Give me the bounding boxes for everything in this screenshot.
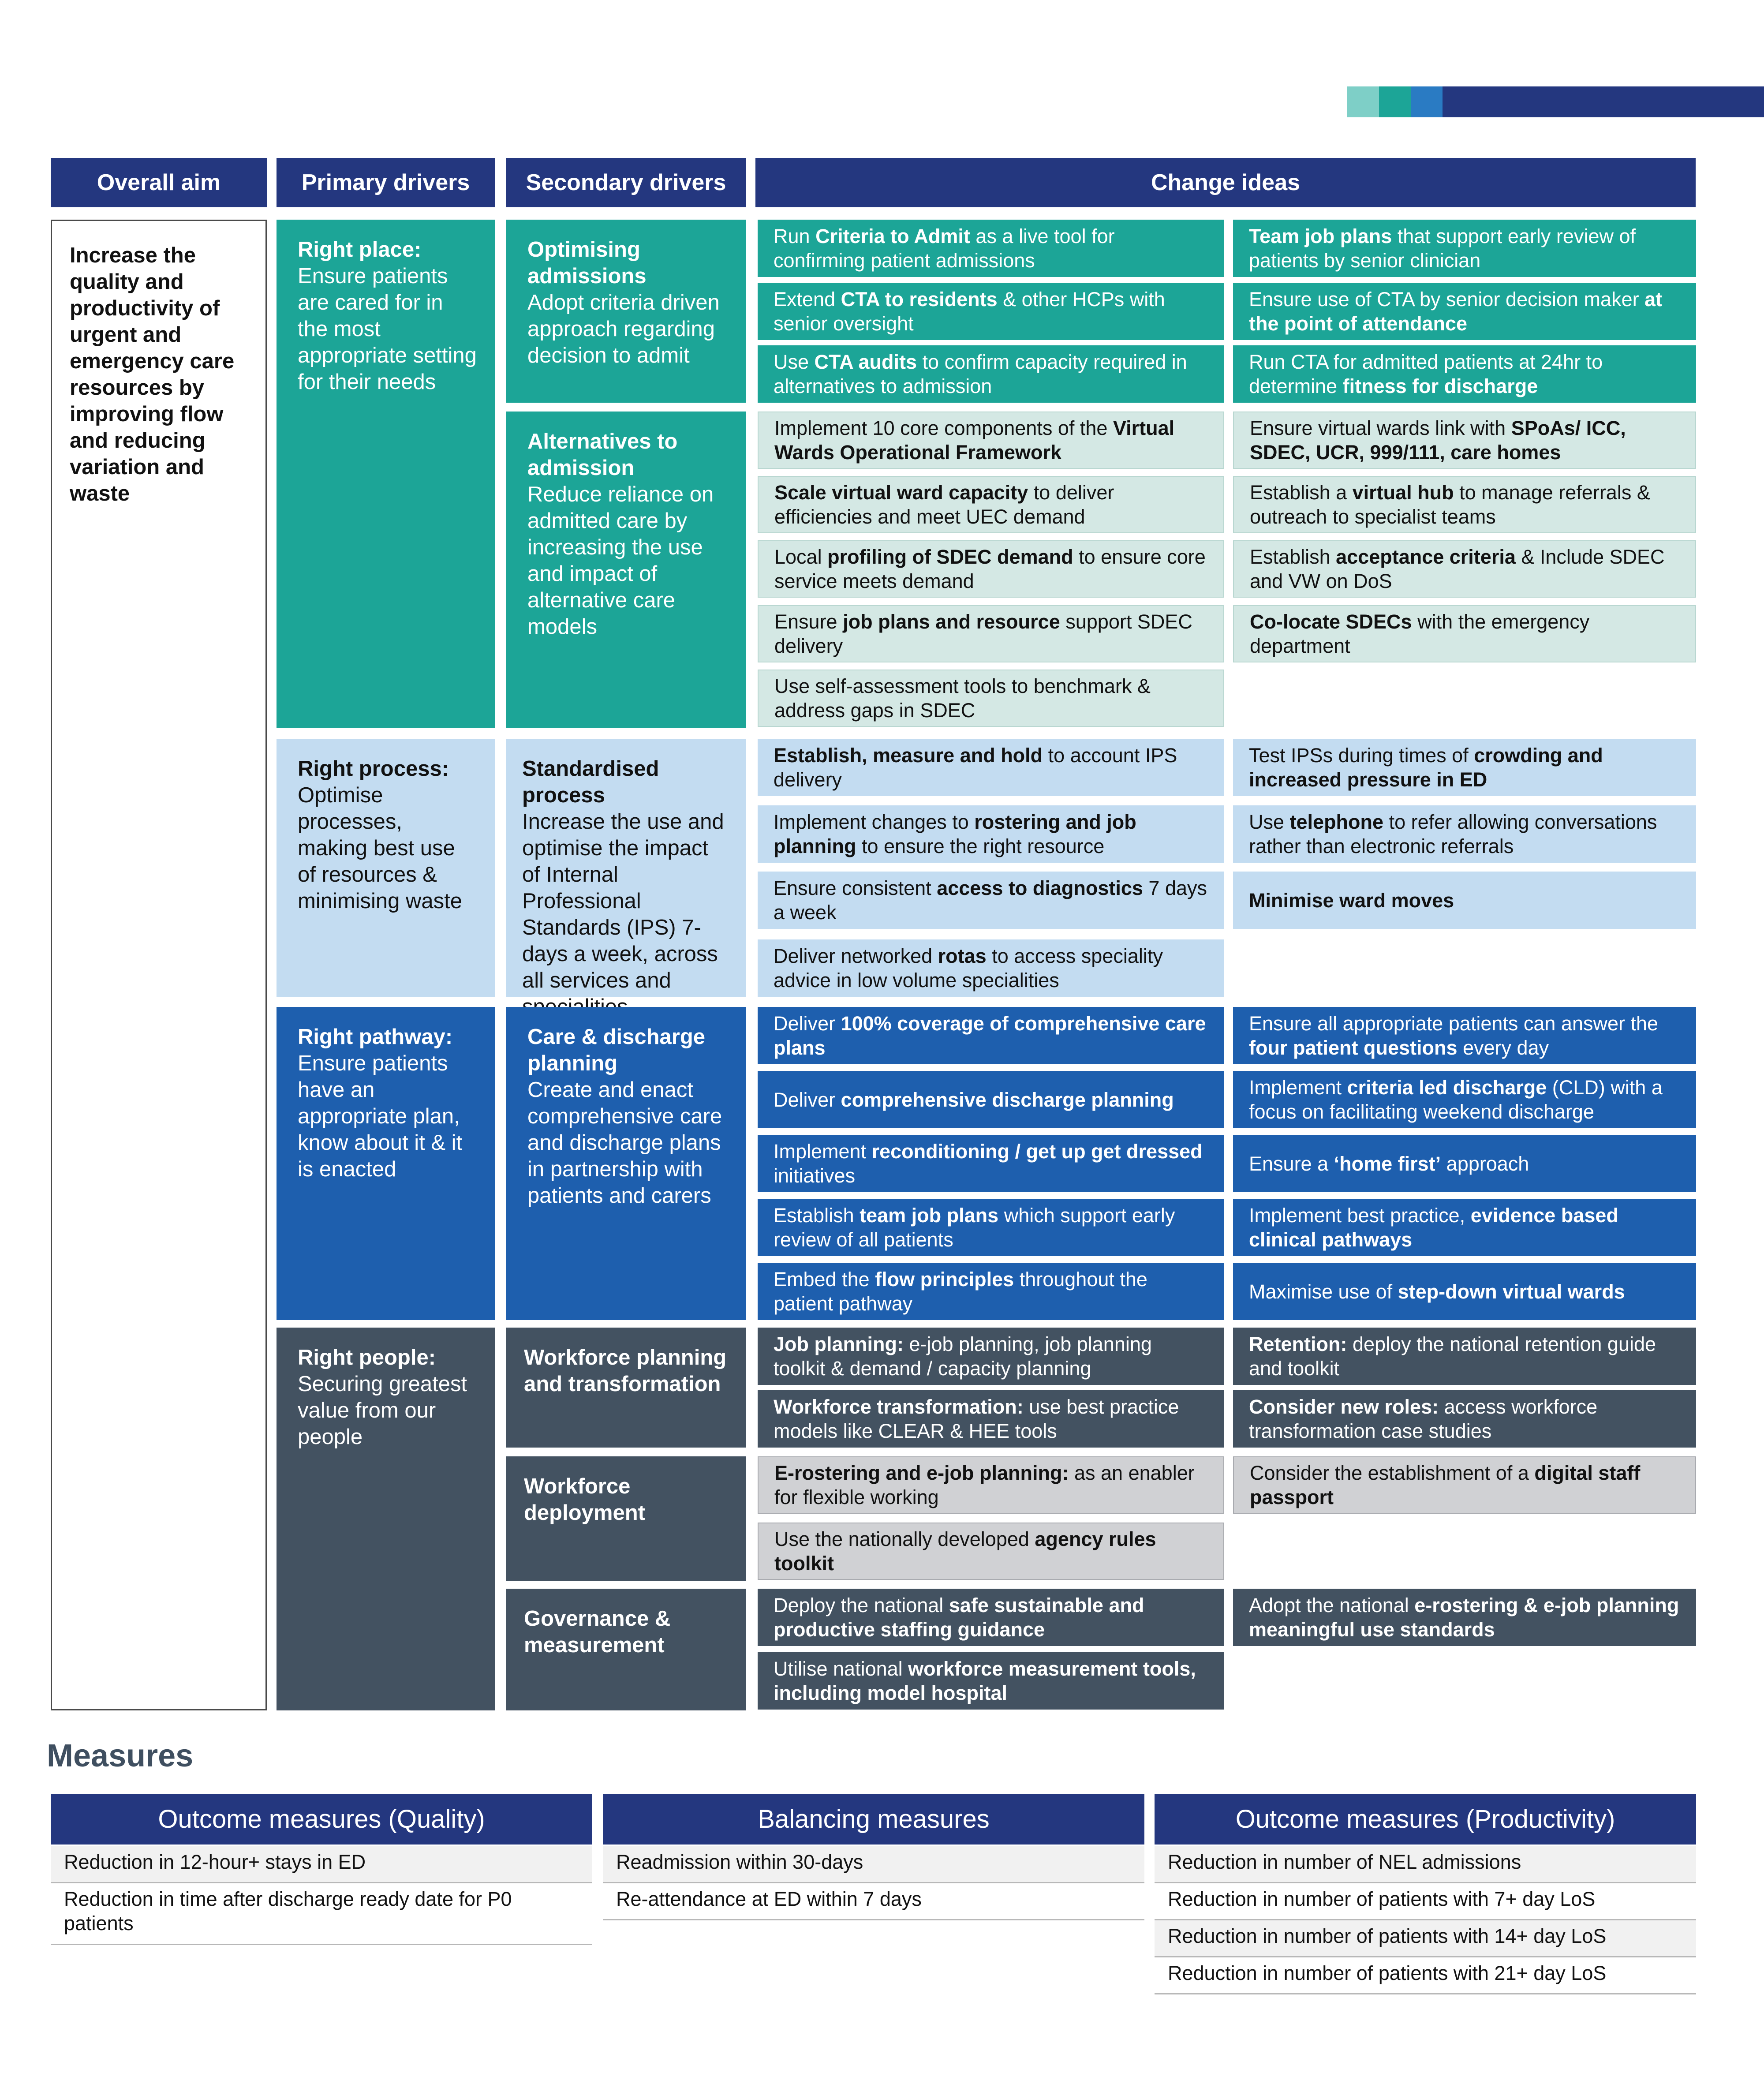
measure-item: Re-attendance at ED within 7 days bbox=[603, 1883, 1144, 1920]
header-primary-drivers: Primary drivers bbox=[277, 158, 495, 207]
measures-quality-header: Outcome measures (Quality) bbox=[51, 1794, 592, 1845]
measures-productivity-header: Outcome measures (Productivity) bbox=[1155, 1794, 1696, 1845]
change-idea: Ensure a ‘home first’ approach bbox=[1233, 1135, 1696, 1192]
change-idea: Implement changes to rostering and job planning to ensure the right resource bbox=[758, 805, 1224, 863]
measures-title: Measures bbox=[47, 1738, 194, 1773]
change-idea: Ensure job plans and resource support SDEC delivery bbox=[758, 605, 1224, 662]
secondary-driver-title: Governance & measurement bbox=[524, 1607, 671, 1657]
header-band-segment-2 bbox=[1379, 86, 1411, 117]
change-idea: Deploy the national safe sustainable and productive staffing guidance bbox=[758, 1589, 1224, 1646]
primary-driver-title: Right place: bbox=[298, 238, 422, 262]
secondary-driver-body: Create and enact comprehensive care and discharge plans in partnership with patients and carers bbox=[527, 1078, 722, 1208]
header-band-segment-1 bbox=[1347, 86, 1379, 117]
change-idea: Ensure all appropriate patients can answer the four patient questions every day bbox=[1233, 1007, 1696, 1064]
overall-aim-text: Increase the quality and productivity of urgent and emergency care resources by improving flow and reducing variation and waste bbox=[70, 243, 235, 505]
primary-driver-title: Right pathway: bbox=[298, 1025, 453, 1049]
change-idea: Co-locate SDECs with the emergency department bbox=[1233, 605, 1696, 662]
secondary-driver-title: Workforce planning and transformation bbox=[524, 1346, 727, 1396]
change-idea: Implement best practice, evidence based clinical pathways bbox=[1233, 1199, 1696, 1256]
change-idea: Test IPSs during times of crowding and increased pressure in ED bbox=[1233, 739, 1696, 796]
primary-driver-right-place bbox=[277, 220, 495, 728]
header-overall-aim: Overall aim bbox=[51, 158, 267, 207]
primary-driver-right-process bbox=[277, 739, 495, 997]
primary-driver-title: Right people: bbox=[298, 1346, 436, 1369]
change-idea: Establish a virtual hub to manage referrals & outreach to specialist teams bbox=[1233, 476, 1696, 533]
primary-driver-title: Right process: bbox=[298, 757, 449, 781]
header-band-segment-4 bbox=[1443, 86, 1764, 117]
change-idea: E-rostering and e-job planning: as an enabler for flexible working bbox=[758, 1456, 1224, 1514]
change-idea: Ensure virtual wards link with SPoAs/ ICC, SDEC, UCR, 999/111, care homes bbox=[1233, 412, 1696, 469]
secondary-driver-workforce-deployment bbox=[506, 1456, 746, 1581]
change-idea: Adopt the national e-rostering & e-job planning meaningful use standards bbox=[1233, 1589, 1696, 1646]
secondary-driver-title: Care & discharge planning bbox=[527, 1025, 706, 1075]
change-idea: Team job plans that support early review of patients by senior clinician bbox=[1233, 220, 1696, 277]
change-idea: Ensure use of CTA by senior decision maker at the point of attendance bbox=[1233, 283, 1696, 340]
measure-item: Reduction in time after discharge ready date for P0 patients bbox=[51, 1883, 592, 1945]
secondary-driver-governance-measurement bbox=[506, 1589, 746, 1710]
change-idea: Extend CTA to residents & other HCPs with senior oversight bbox=[758, 283, 1224, 340]
header-secondary-drivers: Secondary drivers bbox=[506, 158, 746, 207]
measures-balancing-header: Balancing measures bbox=[603, 1794, 1144, 1845]
change-idea: Deliver networked rotas to access speciality advice in low volume specialities bbox=[758, 939, 1224, 997]
primary-driver-right-pathway bbox=[277, 1007, 495, 1320]
change-idea: Scale virtual ward capacity to deliver efficiencies and meet UEC demand bbox=[758, 476, 1224, 533]
change-idea: Minimise ward moves bbox=[1233, 872, 1696, 929]
change-idea: Implement criteria led discharge (CLD) with a focus on facilitating weekend discharge bbox=[1233, 1071, 1696, 1128]
change-idea: Use telephone to refer allowing conversations rather than electronic referrals bbox=[1233, 805, 1696, 863]
header-change-ideas: Change ideas bbox=[755, 158, 1696, 207]
change-idea: Utilise national workforce measurement tools, including model hospital bbox=[758, 1652, 1224, 1710]
primary-driver-right-people bbox=[277, 1328, 495, 1710]
primary-driver-body: Ensure patients are cared for in the most appropriate setting for their needs bbox=[298, 264, 477, 394]
change-idea: Implement 10 core components of the Virtual Wards Operational Framework bbox=[758, 412, 1224, 469]
change-idea: Job planning: e-job planning, job planning toolkit & demand / capacity planning bbox=[758, 1328, 1224, 1385]
measure-item: Reduction in number of patients with 14+ day LoS bbox=[1155, 1920, 1696, 1957]
measure-item: Reduction in 12-hour+ stays in ED bbox=[51, 1846, 592, 1883]
secondary-driver-title: Standardised process bbox=[522, 757, 659, 807]
change-idea: Implement reconditioning / get up get dressed initiatives bbox=[758, 1135, 1224, 1192]
change-idea: Establish acceptance criteria & Include SDEC and VW on DoS bbox=[1233, 540, 1696, 598]
change-idea: Establish team job plans which support early review of all patients bbox=[758, 1199, 1224, 1256]
secondary-driver-care-discharge-planning bbox=[506, 1007, 746, 1320]
change-idea: Retention: deploy the national retention guide and toolkit bbox=[1233, 1328, 1696, 1385]
secondary-driver-body: Adopt criteria driven approach regarding decision to admit bbox=[527, 291, 720, 367]
change-idea: Run CTA for admitted patients at 24hr to determine fitness for discharge bbox=[1233, 345, 1696, 403]
measure-item: Reduction in number of patients with 21+ day LoS bbox=[1155, 1957, 1696, 1994]
overall-aim-box bbox=[51, 220, 267, 1710]
secondary-driver-body: Reduce reliance on admitted care by increasing the use and impact of alternative care models bbox=[527, 483, 714, 639]
secondary-driver-optimising-admissions bbox=[506, 220, 746, 403]
secondary-driver-workforce-planning bbox=[506, 1328, 746, 1448]
change-idea: Use CTA audits to confirm capacity required in alternatives to admission bbox=[758, 345, 1224, 403]
change-idea: Use self-assessment tools to benchmark & address gaps in SDEC bbox=[758, 670, 1224, 727]
measure-item: Reduction in number of patients with 7+ day LoS bbox=[1155, 1883, 1696, 1920]
change-idea: Workforce transformation: use best practice models like CLEAR & HEE tools bbox=[758, 1390, 1224, 1448]
change-idea: Use the nationally developed agency rules toolkit bbox=[758, 1523, 1224, 1580]
secondary-driver-standardised-process bbox=[506, 739, 746, 997]
change-idea: Establish, measure and hold to account IPS delivery bbox=[758, 739, 1224, 796]
secondary-driver-title: Alternatives to admission bbox=[527, 430, 678, 480]
change-idea: Maximise use of step-down virtual wards bbox=[1233, 1263, 1696, 1320]
change-idea: Embed the flow principles throughout the patient pathway bbox=[758, 1263, 1224, 1320]
change-idea: Local profiling of SDEC demand to ensure core service meets demand bbox=[758, 540, 1224, 598]
change-idea: Run Criteria to Admit as a live tool for confirming patient admissions bbox=[758, 220, 1224, 277]
secondary-driver-alternatives-to-admission bbox=[506, 412, 746, 728]
change-idea: Consider the establishment of a digital staff passport bbox=[1233, 1456, 1696, 1514]
secondary-driver-title: Workforce deployment bbox=[524, 1474, 645, 1525]
change-idea: Deliver comprehensive discharge planning bbox=[758, 1071, 1224, 1128]
change-idea: Ensure consistent access to diagnostics 7 days a week bbox=[758, 872, 1224, 929]
measure-item: Reduction in number of NEL admissions bbox=[1155, 1846, 1696, 1883]
change-idea: Deliver 100% coverage of comprehensive care plans bbox=[758, 1007, 1224, 1064]
secondary-driver-body: Increase the use and optimise the impact of Internal Professional Standards (IPS) 7-days a week, across all services and bbox=[522, 810, 724, 992]
primary-driver-body: Optimise processes, making best use of resources & minimising waste bbox=[298, 783, 463, 913]
header-band-segment-3 bbox=[1411, 86, 1443, 117]
primary-driver-body: Securing greatest value from our people bbox=[298, 1372, 467, 1449]
measure-item: Readmission within 30-days bbox=[603, 1846, 1144, 1883]
change-idea: Consider new roles: access workforce transformation case studies bbox=[1233, 1390, 1696, 1448]
primary-driver-body: Ensure patients have an appropriate plan, know about it & it is enacted bbox=[298, 1051, 463, 1181]
secondary-driver-title: Optimising admissions bbox=[527, 238, 647, 288]
